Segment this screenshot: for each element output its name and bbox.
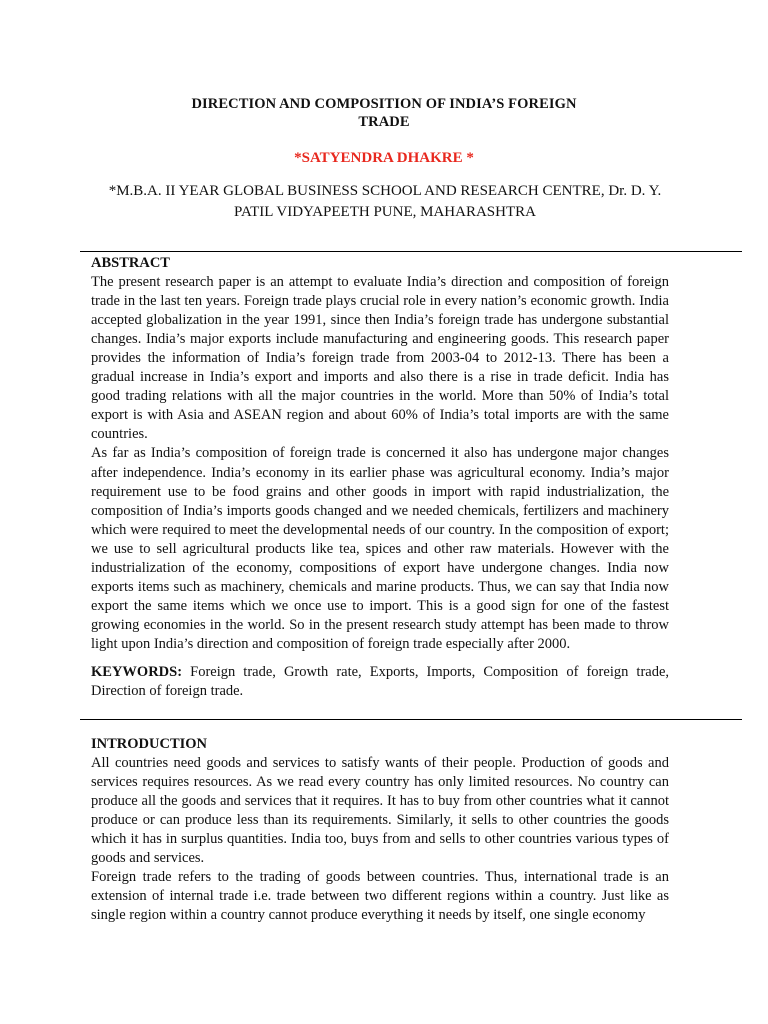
bottom-divider bbox=[80, 719, 742, 720]
affiliation-line-2: PATIL VIDYAPEETH PUNE, MAHARASHTRA bbox=[234, 204, 536, 220]
paper-title-line-2: TRADE bbox=[358, 114, 410, 130]
introduction-section bbox=[91, 735, 669, 925]
keywords-text: Foreign trade, Growth rate, Exports, Imports, Composition of foreign trade, Direction of foreign trade. bbox=[91, 664, 670, 700]
abstract-section bbox=[91, 254, 669, 654]
keywords-section bbox=[91, 663, 669, 701]
introduction-paragraph-1: All countries need goods and services to satisfy wants of their people. Production of goods and services requires resources. As we read every country has only limited resources. No country can produce all the goods and services that it requires. It has to buy from other countries what it cannot produce or can produce less than its requirements. Similarly, it sells to other countries the goods which it has in surplus quantities. India too, buys from and sells to other countries various types of goods and services. bbox=[91, 755, 669, 867]
keywords-label: KEYWORDS: bbox=[91, 664, 183, 680]
introduction-paragraph-2: Foreign trade refers to the trading of goods between countries. Thus, international trade is an extension of internal trade i.e. trade between two different regions within a country. Just like as single region within a country cannot produce everything it needs by itself, one single economy bbox=[91, 869, 669, 924]
paper-title-line-1: DIRECTION AND COMPOSITION OF INDIA’S FOREIGN bbox=[191, 96, 577, 112]
abstract-paragraph-1: The present research paper is an attempt to evaluate India’s direction and composition of foreign trade in the last ten years. Foreign trade plays crucial role in every nation’s economic growth. India accepted globalization in the year 1991, since then India’s foreign trade has undergone substantial changes. India’s major exports include manufacturing and engineering goods. This research paper provides the information of India’s foreign trade from 2003-04 to 2012-13. There has been a gradual increase in India’s export and imports and also there is a rise in trade deficit. India has good trading relations with all the major countries in the world. More than 50% of India’s total export is with Asia and ASEAN region and about 60% of India’s total imports are with the same countries. bbox=[91, 274, 669, 443]
abstract-heading: ABSTRACT bbox=[91, 255, 170, 271]
abstract-paragraph-2: As far as India’s composition of foreign trade is concerned it also has undergone major changes after independence. India’s economy in its earlier phase was agricultural economy. India’s major requirement use to be food grains and other goods in import with rapid industrialization, the composition of India’s imports goods changed and we needed chemicals, fertilizers and machinery which were required to meet the developmental needs of our country. In the composition of export; we use to sell agricultural products like tea, spices and other raw materials. However with the industrialization of the economy, compositions of export have undergone changes. India now exports items such as machinery, chemicals and marine products. Thus, we can say that India now export the same items which we once use to import. This is a good sign for one of the fastest growing economies in the world. So in the present research study attempt has been made to throw light upon India’s direction and composition of foreign trade especially after 2000. bbox=[91, 445, 669, 652]
author-affiliation bbox=[80, 181, 690, 223]
author-name: *SATYENDRA DHAKRE * bbox=[294, 150, 474, 166]
top-divider bbox=[80, 251, 742, 252]
affiliation-line-1: *M.B.A. II YEAR GLOBAL BUSINESS SCHOOL AND RESEARCH CENTRE, Dr. D. Y. bbox=[108, 183, 662, 199]
paper-title bbox=[0, 95, 768, 131]
introduction-heading: INTRODUCTION bbox=[91, 736, 208, 752]
keywords-line bbox=[91, 663, 669, 701]
